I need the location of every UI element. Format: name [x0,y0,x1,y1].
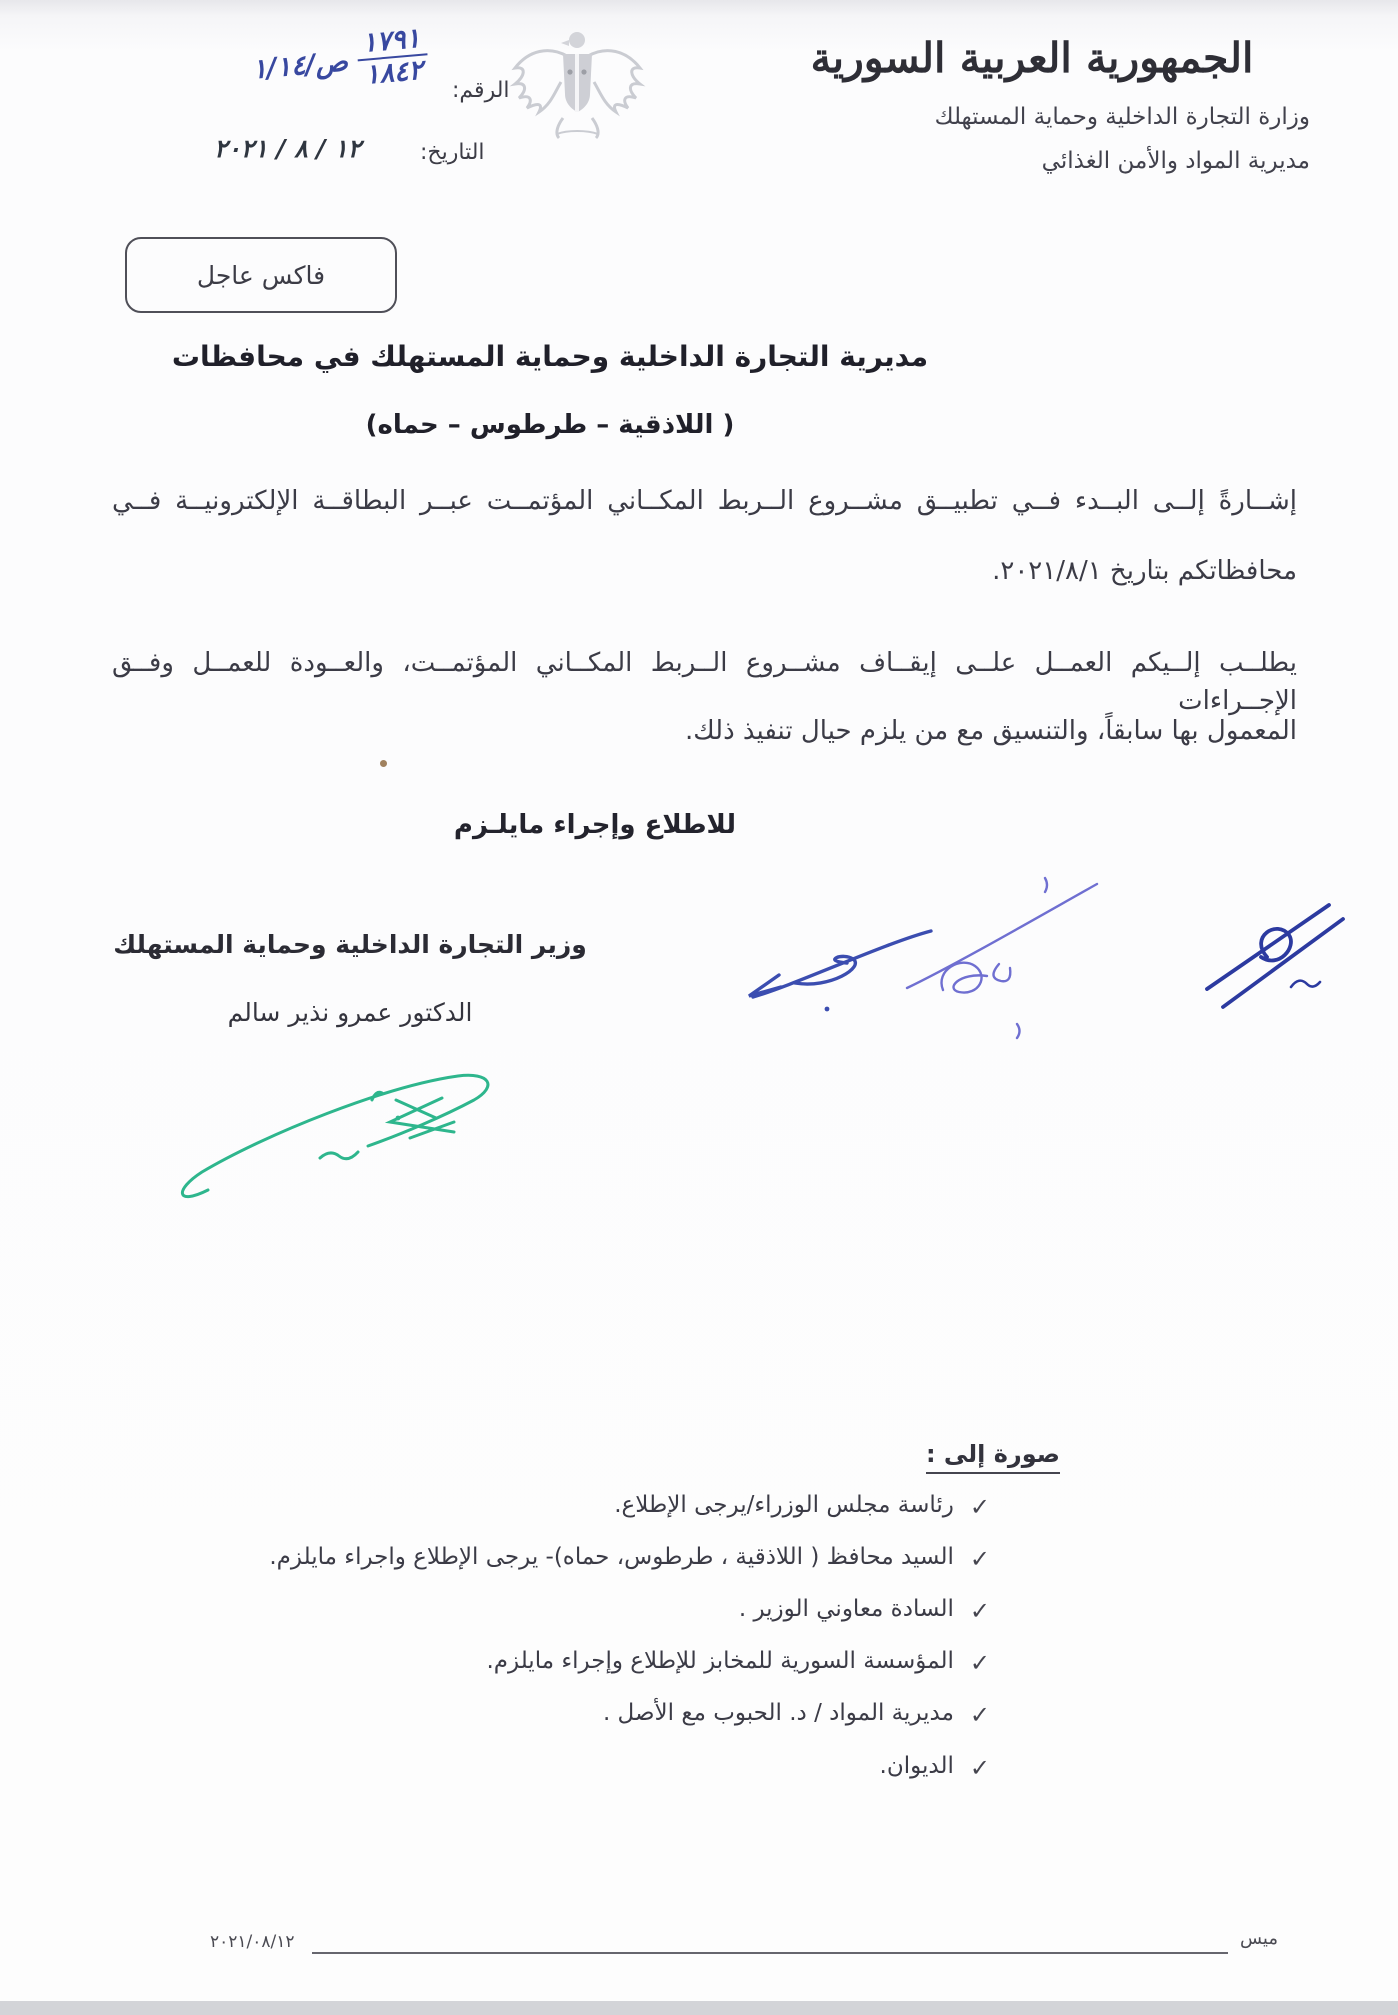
cc-item [739,1596,990,1624]
cc-item-text: الديوان. [879,1753,954,1779]
number-fraction-bottom: ١٨٤٢ [363,55,425,92]
checkmark-icon: ✓ [969,1493,990,1521]
signer-name: الدكتور عمرو نذير سالم [227,998,473,1027]
checkmark-icon: ✓ [969,1701,990,1729]
cc-item-text: مديرية المواد / د. الحبوب مع الأصل . [602,1700,954,1726]
cc-item-text: المؤسسة السورية للمخابز للإطلاع وإجراء مايلزم. [486,1648,954,1674]
body-paragraph2-line1: يطلــب إلــيكم العمــل علــى إيقــاف مشــروع الــربط المكــاني المؤتمــت، والعــودة للعمــل وفــق الإجــراءات [112,648,1297,716]
directorate-name: مديرية المواد والأمن الغذائي [1041,148,1310,174]
body-paragraph1-line1: إشــارةً إلــى البــدء فــي تطبيــق مشــروع الــربط المكــاني المؤتمــت عبــر البطاقــة الإلكترونيــة فــي [112,486,1297,516]
number-label: الرقم: [452,78,510,103]
fax-urgent-stamp-box [125,237,397,313]
number-prefix: ص/١/١٤ [250,46,350,86]
body-paragraph2-line2: المعمول بها سابقاً، والتنسيق مع من يلزم حيال تنفيذ ذلك. [684,716,1297,746]
cc-heading: صورة إلى : [926,1440,1060,1474]
ministry-name: وزارة التجارة الداخلية وحماية المستهلك [934,104,1310,130]
body-paragraph1-line2: محافظاتكم بتاريخ ٢٠٢١/٨/١. [992,556,1297,586]
syrian-eagle-emblem-icon [505,26,650,144]
recipient-title-line1: مديرية التجارة الداخلية وحماية المستهلك في محافظات [171,340,929,373]
checkmark-icon: ✓ [969,1754,990,1782]
cc-item-text: رئاسة مجلس الوزراء/يرجى الإطلاع. [614,1492,954,1518]
signature-periwinkle-loops [895,868,1110,1043]
footer-date: ٢٠٢١/٠٨/١٢ [210,1932,295,1952]
cc-item [486,1648,990,1676]
fax-urgent-label: فاكس عاجل [196,260,326,290]
cc-item-text: السادة معاوني الوزير . [738,1596,954,1622]
date-label: التاريخ: [420,140,485,165]
action-request-line: للاطلاع وإجراء مايلـزم [453,810,737,840]
cc-item [269,1544,990,1572]
checkmark-icon: ✓ [969,1545,990,1573]
number-fraction-top: ١٧٩١ [355,24,427,61]
handwritten-number-fraction [355,24,430,91]
cc-item [880,1753,990,1781]
scan-speck [380,760,387,767]
signer-title: وزير التجارة الداخلية وحماية المستهلك [113,930,587,959]
recipient-title-line2: ( اللاذقية – طرطوس – حماه) [365,410,735,440]
handwritten-number [156,24,430,108]
cc-item-text: السيد محافظ ( اللاذقية ، طرطوس، حماه)- يرجى الإطلاع واجراء مايلزم. [269,1544,954,1570]
scan-bottom-band [0,2001,1398,2015]
footer-divider-line [312,1952,1228,1954]
checkmark-icon: ✓ [969,1649,990,1677]
checkmark-icon: ✓ [969,1597,990,1625]
signature-navy-strokes [1195,883,1360,1018]
footer-initials: ميس [1239,1928,1278,1949]
cc-item [603,1700,990,1728]
republic-calligraphy-title: الجمهورية العربية السورية [810,34,1254,82]
signature-green-loop [172,1042,507,1207]
cc-item [614,1492,990,1520]
handwritten-date-value: ١٢ / ٨ / ٢٠٢١ [213,134,362,163]
